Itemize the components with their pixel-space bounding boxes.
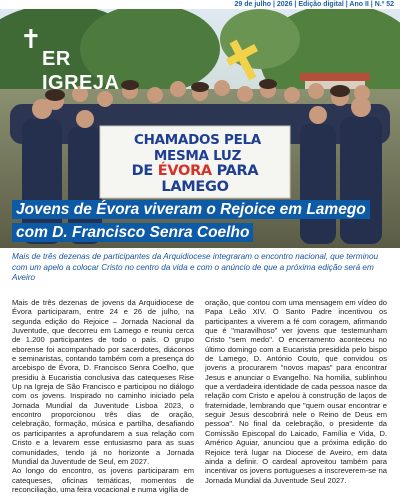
article-paragraph: oração, que contou com uma mensagem em vídeo do Papa Leão XIV. O Santo Padre incentivou os participantes a viverem a fé com coragem, afirmando que é "maravilhoso" ver jovens que testemunham Cristo "sem medo". O encerramento aconteceu no último domingo com a Eucaristia presidida pelo bispo de Lamego, D. António Couto, que convidou os jovens a procurarem "novos mapas" para encontrar Jesus e anunciar o Evangelho. Na homilia, sublinhou que a verdadeira identidade de cada pessoa nasce da relação com Cristo e apelou à construção de laços de fraternidade, lembrando que "quem ousar encontrar e seguir Jesus descobrirá nele o Reino de Deus em pessoa". No final da celebração, o presidente da Comissão Episcopal do Laicado, Família e Vida, D. Américo Aguiar, anunciou que a próxima edição do Rejoice terá lugar na Diocese de Aveiro, em data ainda a definir. O cardeal aproveitou também para incentivar os jovens portugueses a inscreverem-se na Jornada Mundial da Juventude Seul 2027. — [205, 298, 387, 485]
banner-text — [100, 126, 290, 198]
article-paragraph: Ao longo do encontro, os jovens participaram em catequeses, oficinas temáticas, momentos de reconciliação, uma feira vocacional e numa vigília de — [12, 466, 194, 494]
logo-cross-icon: ✝ — [20, 25, 42, 55]
headline-text: Jovens de Évora viveram o Rejoice em Lamego com D. Francisco Senra Coelho — [12, 200, 370, 242]
banner-line-2-suffix: PARA LAMEGO — [161, 163, 259, 195]
banner-line-1: CHAMADOS PELA MESMA LUZ — [134, 132, 261, 164]
headline — [12, 198, 388, 244]
banner-line-2 — [100, 163, 290, 195]
article-paragraph: Mais de três dezenas de jovens da Arquidiocese de Évora participaram, entre 24 e 26 de julho, na segunda edição do Rejoice – Jornada Nacional da Juventude, que decorreu em Lamego e reuniu cerca de 1.200 participantes de todo o país. O grupo eborense foi acompanhado por sacerdotes, diáconos e seminaristas, contando também com a presença do arcebispo de Évora, D. Francisco Senra Coelho, que presidiu à Eucaristia conclusiva das catequeses Rise Up na Igreja de São Francisco e participou no diálogo com os jovens. Inspirado no caminho iniciado pela Jornada Mundial da Juventude Lisboa 2023, o encontro proporcionou três dias de oração, celebração, formação, música e partilha, desafiando os participantes a aprofundarem a sua relação com Cristo e a levarem esse entusiasmo para as suas comunidades, tendo já no horizonte a Jornada Mundial da Juventude de Seul, em 2027. — [12, 298, 194, 466]
article-column-right — [205, 298, 387, 485]
banner-line-2-prefix: DE — [131, 163, 158, 179]
lead-paragraph: Mais de três dezenas de participantes da Arquidiocese integraram o encontro nacional, que terminou com um apelo a colocar Cristo no centro da vida e com o anúncio de que a próxima edição será em Aveiro — [12, 252, 379, 282]
banner-line-2-evora: ÉVORA — [157, 163, 212, 179]
logo — [20, 25, 120, 94]
issue-line: 29 de julho | 2026 | Edição digital | Ano II | N.º 52 — [0, 0, 400, 9]
logo-name: ER IGREJA — [42, 48, 120, 94]
article-column-left — [12, 298, 194, 494]
